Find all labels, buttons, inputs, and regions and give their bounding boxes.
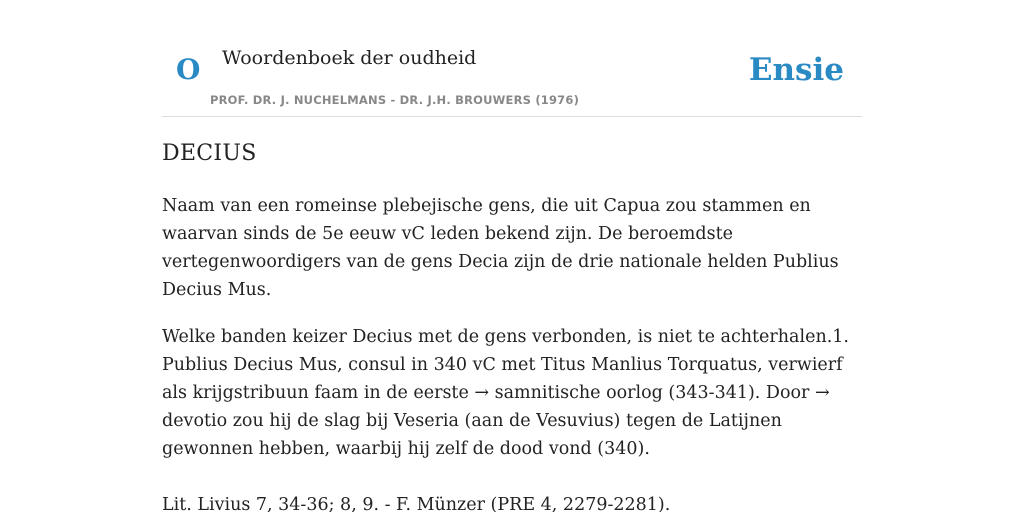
entry-paragraph-2: Welke banden keizer Decius met de gens verbonden, is niet te achterhalen.1. Publius Decius Mus, consul in 340 vC met Titus Manlius Torquatus, verwierf als krijgstribuun faam in de eerste → samnitische oorlog (343-341). Door → devotio zou hij de slag bij Veseria (aan de Vesuvius) tegen de Latijnen gewonnen hebben, waarbij hij zelf de dood vond (340). xyxy=(162,327,849,459)
index-letter[interactable]: O xyxy=(176,53,201,86)
entry-paragraph-1: Naam van een romeinse plebejische gens, die uit Capua zou stammen en waarvan sinds de 5e eeuw vC leden bekend zijn. De beroemdste vertegenwoordigers van de gens Decia zijn de drie nationale helden Publius Decius Mus. xyxy=(162,196,839,300)
entry-headword: DECIUS xyxy=(162,141,257,166)
entry-content xyxy=(162,138,862,512)
entry-literature: Lit. Livius 7, 34-36; 8, 9. - F. Münzer (PRE 4, 2279-2281). xyxy=(162,495,671,512)
page-header xyxy=(162,0,862,117)
ensie-logo-link[interactable]: Ensie xyxy=(748,52,844,88)
dictionary-authors: PROF. DR. J. NUCHELMANS - DR. J.H. BROUWERS (1976) xyxy=(210,93,580,107)
dictionary-title[interactable]: Woordenboek der oudheid xyxy=(222,47,477,69)
